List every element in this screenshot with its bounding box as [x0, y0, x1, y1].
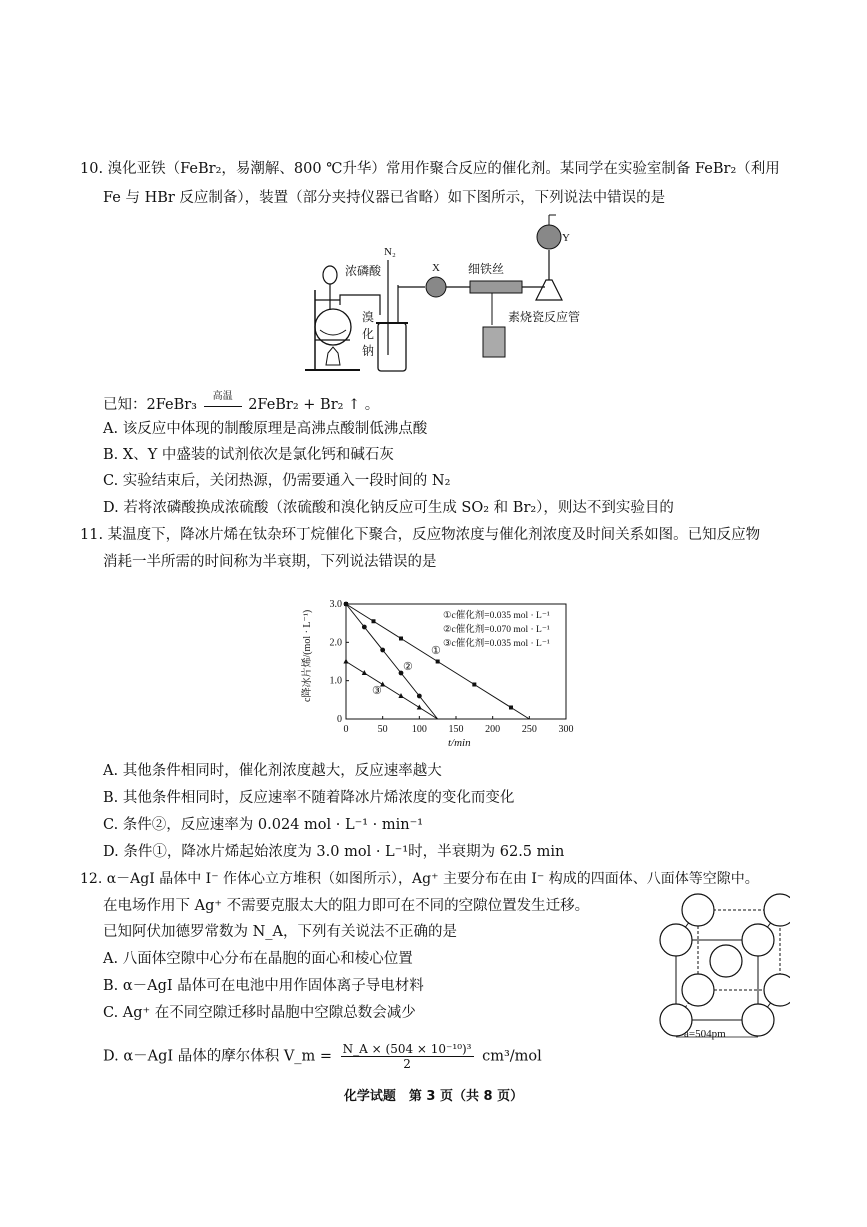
fraction-denominator: 2 [403, 1057, 411, 1071]
x-tick-label: 250 [521, 724, 537, 735]
reaction-arrow [202, 391, 244, 414]
x-tick-label: 0 [343, 724, 349, 735]
molar-volume-fraction [341, 1042, 474, 1071]
x-tick-label: 50 [377, 724, 388, 735]
y-tick-label: 3.0 [329, 599, 342, 610]
concentration-time-chart [300, 582, 590, 752]
x-tick-label: 100 [411, 724, 427, 735]
fraction-numerator: N_A × (504 × 10⁻¹⁰)³ [342, 1042, 472, 1056]
label-phosphoric: 浓磷酸 [345, 264, 382, 278]
y-tick-label: 2.0 [329, 637, 342, 649]
x-tick-label: 200 [485, 724, 501, 735]
iodide-ion-body-center [710, 945, 742, 977]
series-label-2: ② [403, 661, 413, 673]
q12-stem-line1: 12. α－AgI 晶体中 I⁻ 作体心立方堆积（如图所示），Ag⁺ 主要分布在由 I⁻ 构成的四面体、八面体等空隙中。 [80, 871, 759, 887]
data-point-series-3 [417, 705, 422, 710]
page-footer: 化学试题 第 3 页（共 8 页） [343, 1089, 524, 1104]
label-x: X [432, 262, 440, 274]
iodide-ion [660, 924, 692, 956]
y-tick-label: 1.0 [329, 675, 342, 687]
q11-option-c: C. 条件②，反应速率为 0.024 mol · L⁻¹ · min⁻¹ [103, 817, 424, 833]
series-label-1: ① [431, 645, 441, 657]
series-line-2 [346, 604, 438, 719]
label-y: Y [562, 232, 570, 244]
q10-option-a: A. 该反应中体现的制酸原理是高沸点酸制低沸点酸 [103, 421, 428, 437]
y-tick-label: 0 [337, 714, 342, 725]
data-point-series-1 [436, 660, 440, 664]
x-axis-label: t/min [448, 737, 471, 749]
q12-option-c: C. Ag⁺ 在不同空隙迁移时晶胞中空隙总数会减少 [103, 1005, 416, 1021]
data-point-series-3 [398, 693, 403, 698]
iodide-ion [764, 894, 790, 926]
plot-frame [346, 604, 566, 719]
label-nabr-3: 钠 [362, 344, 375, 358]
legend-entry-1: ①c催化剂=0.035 mol · L⁻¹ [443, 611, 550, 621]
label-nabr-2: 化 [362, 327, 375, 341]
bcc-unit-cell-figure [650, 885, 790, 1045]
legend-entry-2: ②c催化剂=0.070 mol · L⁻¹ [443, 625, 550, 635]
q12-option-a: A. 八面体空隙中心分布在晶胞的面心和棱心位置 [103, 951, 413, 967]
label-nabr-1: 溴 [362, 310, 375, 324]
q12-option-b: B. α－AgI 晶体可在电池中用作固体离子导电材料 [103, 978, 424, 994]
q10-stem-line1: 10. 溴化亚铁（FeBr₂，易潮解、800 ℃升华）常用作聚合反应的催化剂。某同学在实验室制备 FeBr₂（利用 [80, 161, 780, 177]
iodide-ion [742, 924, 774, 956]
data-point-series-2 [417, 694, 422, 699]
y-axis-label: c降冰片烯/(mol · L⁻¹) [302, 609, 313, 702]
data-point-series-3 [343, 659, 348, 664]
known-suffix: 2FeBr₂ + Br₂ ↑ 。 [248, 397, 380, 413]
q11-option-b: B. 其他条件相同时，反应速率不随着降冰片烯浓度的变化而变化 [103, 790, 515, 806]
x-tick-label: 300 [558, 724, 574, 735]
x-tick-label: 150 [448, 724, 464, 735]
q12-stem-line2: 在电场作用下 Ag⁺ 不需要克服太大的阻力即可在不同的空隙位置发生迁移。 [103, 898, 590, 914]
data-point-series-1 [472, 683, 476, 687]
q11-stem-line2: 消耗一半所需的时间称为半衰期，下列说法错误的是 [103, 554, 437, 570]
q12-stem-line3: 已知阿伏加德罗常数为 N_A，下列有关说法不正确的是 [103, 924, 458, 940]
series-line-3 [346, 662, 438, 720]
option-d-unit: cm³/mol [482, 1048, 542, 1065]
iodide-ion [682, 974, 714, 1006]
q10-option-c: C. 实验结束后，关闭热源，仍需要通入一段时间的 N₂ [103, 473, 451, 489]
known-prefix: 已知：2FeBr₃ [103, 397, 197, 413]
data-point-series-2 [362, 625, 367, 630]
data-point-series-1 [372, 619, 376, 623]
iodide-ion [742, 1004, 774, 1036]
label-porcelain-tube: 素烧瓷反应管 [508, 310, 581, 324]
q12-option-d [103, 1042, 542, 1071]
data-point-series-3 [362, 670, 367, 675]
cell-edge-label: a=504pm [684, 1028, 726, 1040]
q11-option-d: D. 条件①，降冰片烯起始浓度为 3.0 mol · L⁻¹时，半衰期为 62.5 min [103, 844, 565, 860]
q10-stem-line2: Fe 与 HBr 反应制备），装置（部分夹持仪器已省略）如下图所示，下列说法中错误的是 [103, 190, 666, 206]
q10-option-d: D. 若将浓磷酸换成浓硫酸（浓硫酸和溴化钠反应可生成 SO₂ 和 Br₂），则达不到实验目的 [103, 500, 674, 516]
data-point-series-1 [399, 637, 403, 641]
q10-option-b: B. X、Y 中盛装的试剂依次是氯化钙和碱石灰 [103, 447, 394, 463]
data-point-series-2 [344, 602, 349, 607]
q11-stem-line1: 11. 某温度下，降冰片烯在钛杂环丁烷催化下聚合，反应物浓度与催化剂浓度及时间关系如图。已知反应物 [80, 527, 761, 543]
q11-option-a: A. 其他条件相同时，催化剂浓度越大，反应速率越大 [103, 763, 442, 779]
apparatus-figure [300, 205, 600, 380]
iodide-ion [764, 974, 790, 1006]
label-n2: N₂ [384, 246, 396, 258]
iodide-ion [682, 894, 714, 926]
known-condition: 高温 [212, 391, 233, 402]
q10-known [103, 393, 379, 414]
data-point-series-1 [509, 706, 513, 710]
series-label-3: ③ [372, 685, 382, 697]
legend-entry-3: ③c催化剂=0.035 mol · L⁻¹ [443, 639, 550, 649]
data-point-series-2 [380, 648, 385, 653]
label-iron-wire: 细铁丝 [468, 262, 505, 276]
option-d-prefix: D. α－AgI 晶体的摩尔体积 V_m = [103, 1048, 333, 1065]
